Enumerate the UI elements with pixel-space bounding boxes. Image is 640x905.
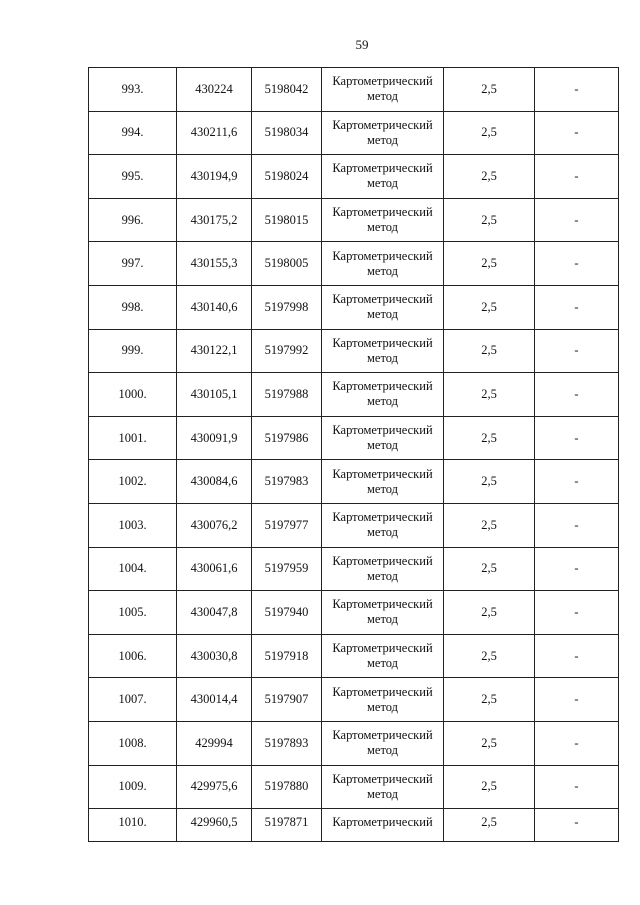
method-cell: Картометрический метод (322, 242, 444, 286)
x-coordinate-cell: 430140,6 (177, 285, 252, 329)
note-cell: - (535, 547, 619, 591)
accuracy-cell: 2,5 (444, 416, 535, 460)
y-coordinate-cell: 5197880 (252, 765, 322, 809)
x-coordinate-cell: 429960,5 (177, 809, 252, 842)
table-row (89, 329, 619, 373)
table-row (89, 721, 619, 765)
y-coordinate-cell: 5197907 (252, 678, 322, 722)
point-number-cell: 998. (89, 285, 177, 329)
accuracy-cell: 2,5 (444, 242, 535, 286)
y-coordinate-cell: 5198005 (252, 242, 322, 286)
y-coordinate-cell: 5197992 (252, 329, 322, 373)
y-coordinate-cell: 5197959 (252, 547, 322, 591)
page-number: 59 (355, 37, 369, 52)
method-cell: Картометрический метод (322, 416, 444, 460)
note-cell: - (535, 111, 619, 155)
accuracy-cell: 2,5 (444, 721, 535, 765)
accuracy-cell: 2,5 (444, 678, 535, 722)
accuracy-cell: 2,5 (444, 591, 535, 635)
note-cell: - (535, 503, 619, 547)
accuracy-cell: 2,5 (444, 547, 535, 591)
accuracy-cell: 2,5 (444, 329, 535, 373)
point-number-cell: 999. (89, 329, 177, 373)
method-cell: Картометрический метод (322, 634, 444, 678)
y-coordinate-cell: 5198024 (252, 155, 322, 199)
y-coordinate-cell: 5197940 (252, 591, 322, 635)
coordinates-table (88, 67, 619, 842)
accuracy-cell: 2,5 (444, 765, 535, 809)
x-coordinate-cell: 430224 (177, 68, 252, 112)
point-number-cell: 1009. (89, 765, 177, 809)
x-coordinate-cell: 430211,6 (177, 111, 252, 155)
table-row (89, 285, 619, 329)
point-number-cell: 1006. (89, 634, 177, 678)
x-coordinate-cell: 429994 (177, 721, 252, 765)
method-cell: Картометрический (322, 809, 444, 842)
note-cell: - (535, 721, 619, 765)
accuracy-cell: 2,5 (444, 503, 535, 547)
y-coordinate-cell: 5198015 (252, 198, 322, 242)
table-row (89, 591, 619, 635)
table-row (89, 111, 619, 155)
table-row (89, 198, 619, 242)
method-cell: Картометрический метод (322, 155, 444, 199)
method-cell: Картометрический метод (322, 503, 444, 547)
x-coordinate-cell: 430014,4 (177, 678, 252, 722)
y-coordinate-cell: 5198034 (252, 111, 322, 155)
x-coordinate-cell: 429975,6 (177, 765, 252, 809)
table-row (89, 460, 619, 504)
x-coordinate-cell: 430175,2 (177, 198, 252, 242)
note-cell: - (535, 678, 619, 722)
method-cell: Картометрический метод (322, 547, 444, 591)
y-coordinate-cell: 5197983 (252, 460, 322, 504)
method-cell: Картометрический метод (322, 68, 444, 112)
point-number-cell: 997. (89, 242, 177, 286)
table-row (89, 373, 619, 417)
x-coordinate-cell: 430122,1 (177, 329, 252, 373)
table-row (89, 155, 619, 199)
y-coordinate-cell: 5197871 (252, 809, 322, 842)
point-number-cell: 1002. (89, 460, 177, 504)
accuracy-cell: 2,5 (444, 155, 535, 199)
x-coordinate-cell: 430084,6 (177, 460, 252, 504)
note-cell: - (535, 373, 619, 417)
method-cell: Картометрический метод (322, 721, 444, 765)
point-number-cell: 1008. (89, 721, 177, 765)
y-coordinate-cell: 5197918 (252, 634, 322, 678)
point-number-cell: 995. (89, 155, 177, 199)
point-number-cell: 1005. (89, 591, 177, 635)
method-cell: Картометрический метод (322, 678, 444, 722)
table-row (89, 678, 619, 722)
note-cell: - (535, 591, 619, 635)
accuracy-cell: 2,5 (444, 285, 535, 329)
point-number-cell: 993. (89, 68, 177, 112)
method-cell: Картометрический метод (322, 591, 444, 635)
accuracy-cell: 2,5 (444, 68, 535, 112)
note-cell: - (535, 68, 619, 112)
x-coordinate-cell: 430155,3 (177, 242, 252, 286)
method-cell: Картометрический метод (322, 329, 444, 373)
note-cell: - (535, 329, 619, 373)
point-number-cell: 996. (89, 198, 177, 242)
y-coordinate-cell: 5197977 (252, 503, 322, 547)
y-coordinate-cell: 5198042 (252, 68, 322, 112)
accuracy-cell: 2,5 (444, 373, 535, 417)
note-cell: - (535, 765, 619, 809)
accuracy-cell: 2,5 (444, 111, 535, 155)
y-coordinate-cell: 5197998 (252, 285, 322, 329)
accuracy-cell: 2,5 (444, 198, 535, 242)
table-row (89, 242, 619, 286)
x-coordinate-cell: 430194,9 (177, 155, 252, 199)
x-coordinate-cell: 430047,8 (177, 591, 252, 635)
table-row (89, 765, 619, 809)
x-coordinate-cell: 430030,8 (177, 634, 252, 678)
note-cell: - (535, 285, 619, 329)
y-coordinate-cell: 5197986 (252, 416, 322, 460)
method-cell: Картометрический метод (322, 765, 444, 809)
note-cell: - (535, 198, 619, 242)
accuracy-cell: 2,5 (444, 809, 535, 842)
table-row (89, 68, 619, 112)
x-coordinate-cell: 430061,6 (177, 547, 252, 591)
point-number-cell: 1010. (89, 809, 177, 842)
table-row (89, 634, 619, 678)
method-cell: Картометрический метод (322, 285, 444, 329)
method-cell: Картометрический метод (322, 460, 444, 504)
note-cell: - (535, 809, 619, 842)
accuracy-cell: 2,5 (444, 634, 535, 678)
table-row (89, 416, 619, 460)
y-coordinate-cell: 5197893 (252, 721, 322, 765)
point-number-cell: 1003. (89, 503, 177, 547)
note-cell: - (535, 634, 619, 678)
table-row (89, 547, 619, 591)
note-cell: - (535, 460, 619, 504)
y-coordinate-cell: 5197988 (252, 373, 322, 417)
method-cell: Картометрический метод (322, 111, 444, 155)
point-number-cell: 1007. (89, 678, 177, 722)
point-number-cell: 994. (89, 111, 177, 155)
method-cell: Картометрический метод (322, 373, 444, 417)
x-coordinate-cell: 430091,9 (177, 416, 252, 460)
accuracy-cell: 2,5 (444, 460, 535, 504)
x-coordinate-cell: 430105,1 (177, 373, 252, 417)
table-row (89, 809, 619, 842)
x-coordinate-cell: 430076,2 (177, 503, 252, 547)
point-number-cell: 1001. (89, 416, 177, 460)
note-cell: - (535, 155, 619, 199)
table-row (89, 503, 619, 547)
method-cell: Картометрический метод (322, 198, 444, 242)
point-number-cell: 1000. (89, 373, 177, 417)
note-cell: - (535, 242, 619, 286)
note-cell: - (535, 416, 619, 460)
point-number-cell: 1004. (89, 547, 177, 591)
